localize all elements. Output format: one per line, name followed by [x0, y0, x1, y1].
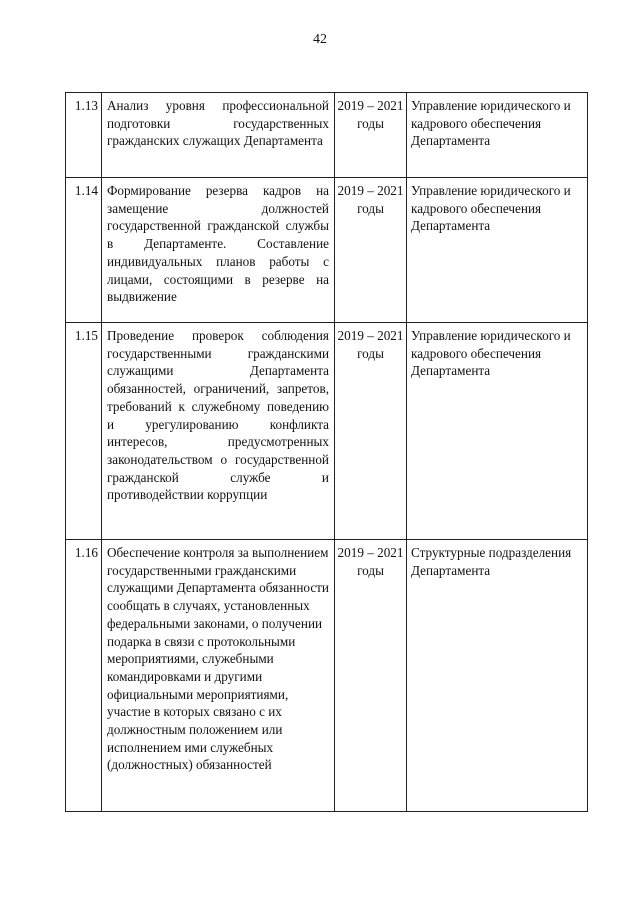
responsible-unit: Управление юридического и кадрового обеспечения Департамента [407, 93, 588, 178]
period-years: 2019 – 2021 [337, 545, 404, 560]
table-row [66, 178, 588, 323]
table-row [66, 323, 588, 540]
row-number: 1.14 [66, 178, 102, 323]
period-cell [335, 540, 407, 812]
table-row [66, 93, 588, 178]
period-unit: годы [357, 345, 384, 361]
table-row [66, 540, 588, 812]
row-number: 1.15 [66, 323, 102, 540]
measures-table [65, 92, 588, 812]
page-number: 42 [313, 32, 327, 47]
responsible-unit: Управление юридического и кадрового обеспечения Департамента [407, 323, 588, 540]
period-years: 2019 – 2021 [337, 183, 404, 198]
period-years: 2019 – 2021 [337, 328, 404, 343]
row-number: 1.16 [66, 540, 102, 812]
period-cell [335, 178, 407, 323]
task-description: Проведение проверок соблюдения государственными гражданскими служащими Департамента обязанностей, ограничений, запретов, требований к служебному поведению и урегулированию конфликта интересов, предусмотренных законодательством о государственной гражданской службе и противодействии коррупции [102, 323, 335, 540]
period-unit: годы [357, 200, 384, 216]
period-unit: годы [357, 115, 384, 131]
period-cell [335, 323, 407, 540]
period-cell [335, 93, 407, 178]
period-years: 2019 – 2021 [337, 98, 404, 113]
row-number: 1.13 [66, 93, 102, 178]
task-description: Обеспечение контроля за выполнением государственными гражданскими служащими Департамента обязанности сообщать в случаях, установленных федеральными законами, о получении подарка в связи с протокольными мероприятиями, служебными командировками и другими официальными мероприятиями, участие в которых связано с их должностным положением или исполнением ими служебных (должностных) обязанностей [102, 540, 335, 812]
period-unit: годы [357, 562, 384, 578]
task-description: Формирование резерва кадров на замещение должностей государственной гражданской службы в Департаменте. Составление индивидуальных планов работы с лицами, состоящими в резерве на выдвижение [102, 178, 335, 323]
task-description: Анализ уровня профессиональной подготовки государственных гражданских служащих Департамента [102, 93, 335, 178]
responsible-unit: Структурные подразделения Департамента [407, 540, 588, 812]
responsible-unit: Управление юридического и кадрового обеспечения Департамента [407, 178, 588, 323]
